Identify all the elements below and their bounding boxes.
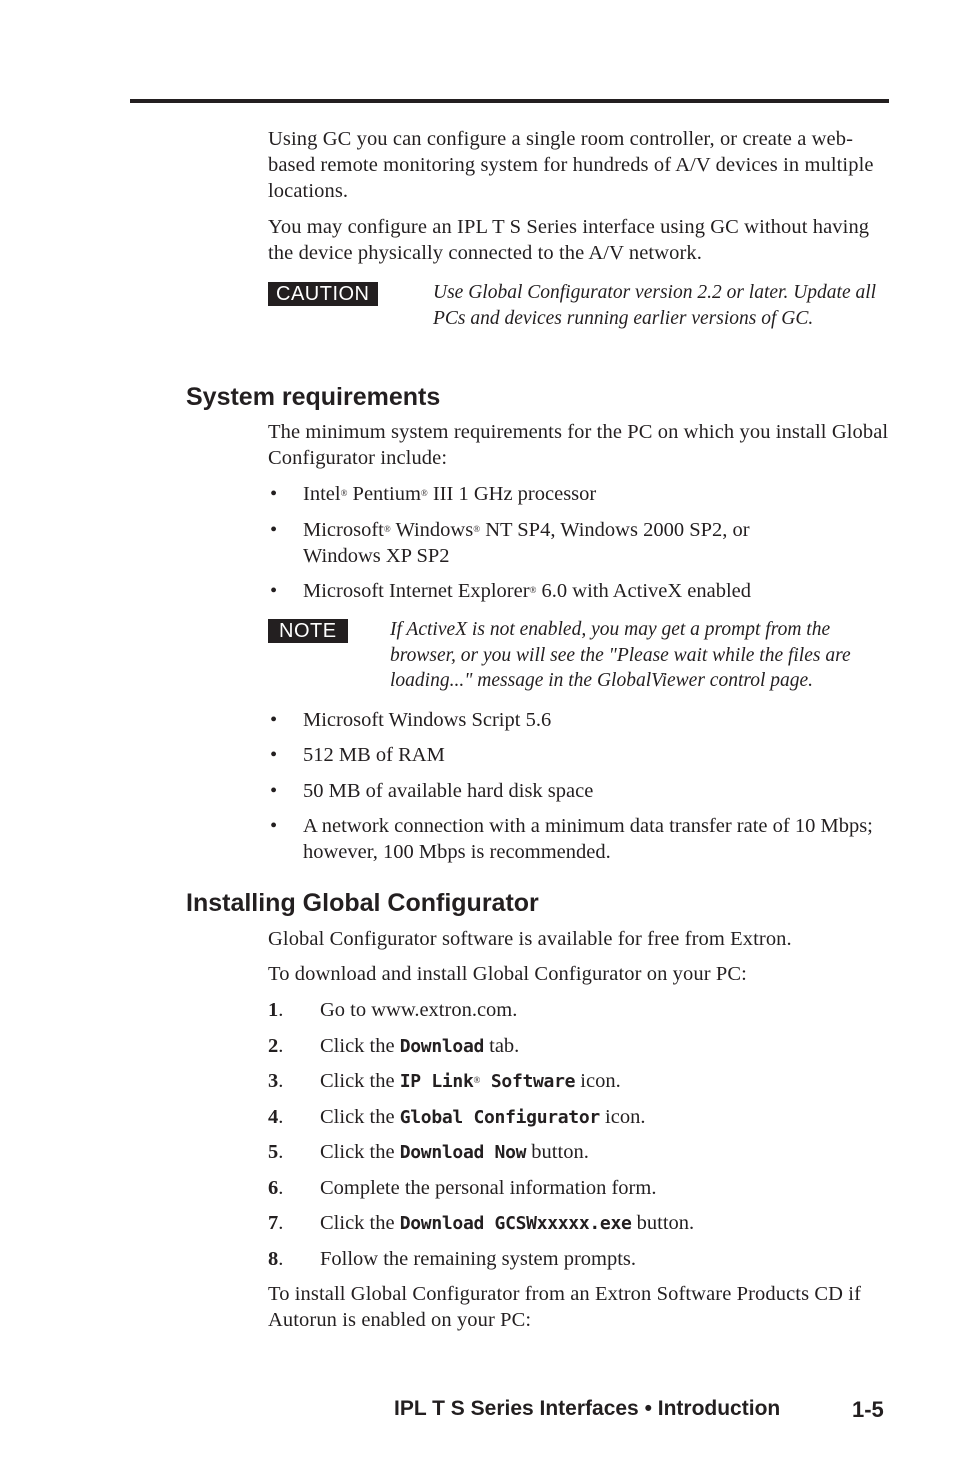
step-number: 8. bbox=[268, 1248, 284, 1270]
step-text: Click the Download tab. bbox=[320, 1035, 520, 1057]
bullet-symbol: • bbox=[270, 519, 278, 541]
header-rule bbox=[130, 99, 889, 103]
ui-element-name: Global Configurator bbox=[399, 1107, 600, 1128]
bullet-symbol: • bbox=[270, 744, 278, 766]
step-text: Go to www.extron.com. bbox=[320, 999, 518, 1021]
ui-element-name: Download GCSWxxxxx.exe bbox=[399, 1213, 632, 1234]
requirement-item: Intel® Pentium® III 1 GHz processor bbox=[303, 483, 597, 505]
step-number: 7. bbox=[268, 1212, 284, 1234]
ui-element-name: IP Link bbox=[399, 1071, 474, 1092]
note-text: If ActiveX is not enabled, you may get a prompt from the browser, or you will see the "Please wait while the files are loading..." message in the GlobalViewer control page. bbox=[390, 619, 851, 691]
requirement-item: Microsoft Internet Explorer® 6.0 with ActiveX enabled bbox=[303, 580, 752, 602]
installing-paragraph-3: To install Global Configurator from an Extron Software Products CD if Autorun is enabled on your PC: bbox=[268, 1283, 862, 1331]
step-text: Follow the remaining system prompts. bbox=[320, 1248, 637, 1270]
installing-paragraph-2: To download and install Global Configurator on your PC: bbox=[268, 963, 747, 985]
requirement-item: 512 MB of RAM bbox=[303, 744, 445, 766]
intro-paragraph-2: You may configure an IPL T S Series interface using GC without having the device physically connected to the A/V network. bbox=[268, 216, 870, 264]
requirement-item: 50 MB of available hard disk space bbox=[303, 780, 594, 802]
requirement-item: Microsoft® Windows® NT SP4, Windows 2000 SP2, or Windows XP SP2 bbox=[303, 519, 750, 567]
intro-paragraph-1: Using GC you can configure a single room controller, or create a web-based remote monitoring system for hundreds of A/V devices in multiple locations. bbox=[268, 128, 874, 202]
requirement-item: A network connection with a minimum data transfer rate of 10 Mbps; however, 100 Mbps is recommended. bbox=[303, 815, 873, 863]
bullet-symbol: • bbox=[270, 780, 278, 802]
note-label: NOTE bbox=[268, 619, 348, 643]
footer-title: IPL T S Series Interfaces • Introduction bbox=[394, 1397, 781, 1420]
bullet-symbol: • bbox=[270, 709, 278, 731]
step-number: 6. bbox=[268, 1177, 284, 1199]
installing-heading: Installing Global Configurator bbox=[186, 889, 539, 917]
installing-paragraph-1: Global Configurator software is available for free from Extron. bbox=[268, 928, 792, 950]
step-text: Click the Download GCSWxxxxx.exe button. bbox=[320, 1212, 695, 1234]
caution-label: CAUTION bbox=[268, 282, 378, 306]
bullet-symbol: • bbox=[270, 483, 278, 505]
system-requirements-heading: System requirements bbox=[186, 383, 441, 411]
system-requirements-intro: The minimum system requirements for the PC on which you install Global Configurator include: bbox=[268, 421, 889, 469]
ui-element-name: Download bbox=[399, 1036, 485, 1057]
step-text: Click the Download Now button. bbox=[320, 1141, 589, 1163]
bullet-symbol: • bbox=[270, 815, 278, 837]
requirement-item: Microsoft Windows Script 5.6 bbox=[303, 709, 552, 731]
bullet-symbol: • bbox=[270, 580, 278, 602]
step-text: Click the IP Link® Software icon. bbox=[320, 1070, 621, 1092]
ui-element-name: Download Now bbox=[399, 1142, 527, 1163]
step-number: 3. bbox=[268, 1070, 284, 1092]
caution-text: Use Global Configurator version 2.2 or later. Update all PCs and devices running earlier versions of GC. bbox=[433, 282, 877, 329]
step-text: Click the Global Configurator icon. bbox=[320, 1106, 646, 1128]
step-number: 5. bbox=[268, 1141, 284, 1163]
step-number: 2. bbox=[268, 1035, 284, 1057]
step-text: Complete the personal information form. bbox=[320, 1177, 657, 1199]
step-number: 1. bbox=[268, 999, 284, 1021]
page-number: 1-5 bbox=[852, 1397, 884, 1422]
step-number: 4. bbox=[268, 1106, 284, 1128]
